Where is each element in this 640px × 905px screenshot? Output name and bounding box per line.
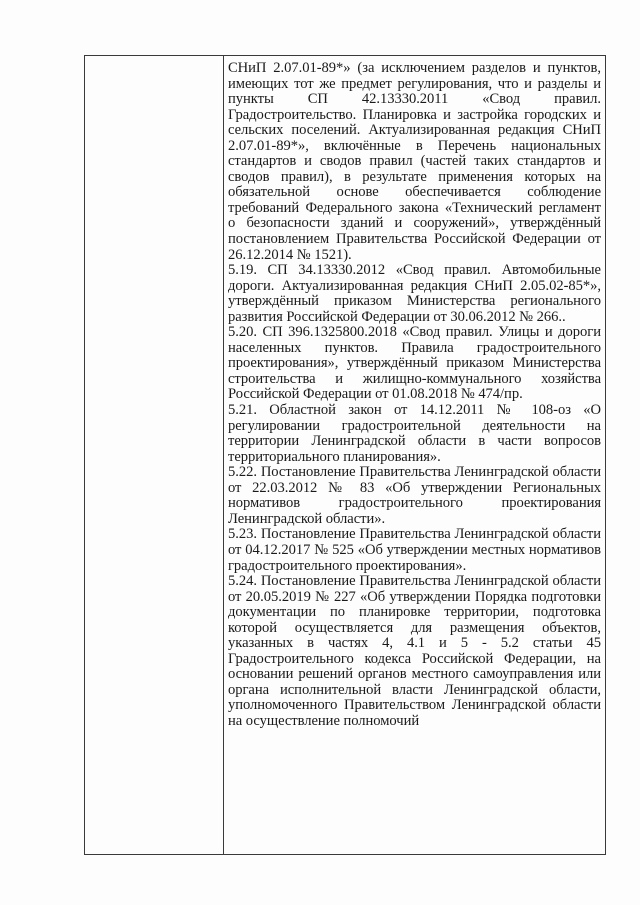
cell-text-block [224, 56, 605, 730]
paragraph-continuation: СНиП 2.07.01-89*» (за исключением разделов и пунктов, имеющих тот же предмет регулирования, что и разделы и пункты СП 42.13330.2011 «Свод правил. Градостроительство. Планировка и застройка городских и сельских поселений. Актуализированная редакция СНиП 2.07.01-89*», включённые в Перечень национальных стандартов и сводов правил (частей таких стандартов и сводов правил), в результате применения которых на обязательной основе обеспечивается соблюдение требований Федерального закона «Технический регламент о безопасности зданий и сооружений», утверждённый постановлением Правительства Российской Федерации от 26.12.2014 № 1521). [228, 60, 601, 263]
paragraph-5-22: 5.22. Постановление Правительства Ленинградской области от 22.03.2012 № 83 «Об утверждении Региональных нормативов градостроительного проектирования Ленинградской области». [228, 464, 601, 527]
paragraph-5-24: 5.24. Постановление Правительства Ленинградской области от 20.05.2019 № 227 «Об утверждении Порядка подготовки документации по планировке территории, подготовка которой осуществляется для размещения объектов, указанных в частях 4, 4.1 и 5 - 5.2 статьи 45 Градостроительного кодекса Российской Федерации, на основании решений органов местного самоуправления или органа исполнительной власти Ленинградской области, уполномоченного Правительством Ленинградской области на осуществление полномочий [228, 573, 601, 729]
table-row [85, 56, 606, 855]
document-table [84, 55, 606, 855]
paragraph-5-21: 5.21. Областной закон от 14.12.2011 № 108-оз «О регулировании градостроительной деятельности на территории Ленинградской области в части вопросов территориального планирования». [228, 402, 601, 465]
table-cell-content [224, 56, 606, 855]
paragraph-5-19: 5.19. СП 34.13330.2012 «Свод правил. Автомобильные дороги. Актуализированная редакция СНиП 2.05.02-85*», утверждённый приказом Министерства регионального развития Российской Федерации от 30.06.2012 № 266.. [228, 262, 601, 325]
paragraph-5-23: 5.23. Постановление Правительства Ленинградской области от 04.12.2017 № 525 «Об утверждении местных нормативов градостроительного проектирования». [228, 526, 601, 574]
table-cell-left-empty [85, 56, 224, 855]
paragraph-5-20: 5.20. СП 396.1325800.2018 «Свод правил. Улицы и дороги населенных пунктов. Правила градостроительного проектирования», утверждённый приказом Министерства строительства и жилищно-коммунального хозяйства Российской Федерации от 01.08.2018 № 474/пр. [228, 324, 601, 403]
